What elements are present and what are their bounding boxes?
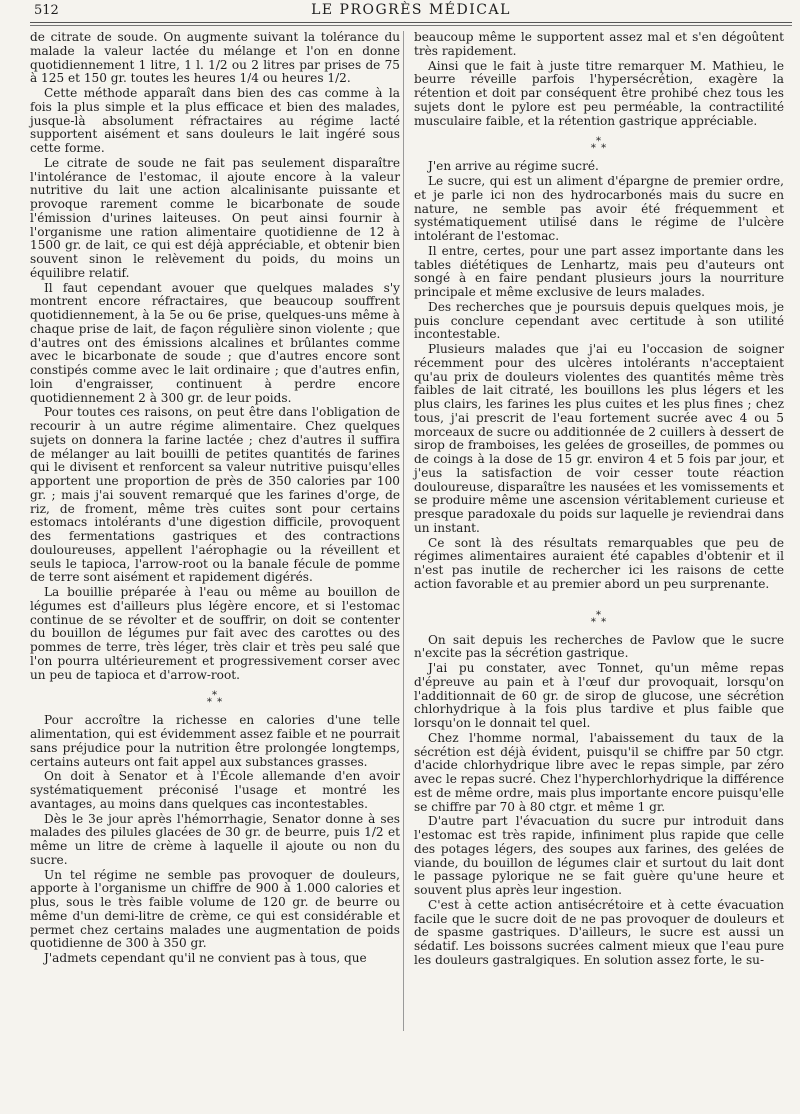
paragraph: Cette méthode apparaît dans bien des cas comme à la fois la plus simple et la plus efficace et bien des malades, jusque-là absolument réfractaires au régime lacté supportent aisément et sans douleurs le lait ingéré sous cette forme.	[30, 86, 400, 155]
paragraph: beaucoup même le supportent assez mal et s'en dégoûtent très rapidement.	[414, 30, 784, 58]
paragraph: Le citrate de soude ne fait pas seulement disparaître l'intolérance de l'estomac, il ajoute encore à la valeur nutritive du lait une action alcalinisante puissante et provoque rarement comme le bicarbonate de soude l'émission d'urines laiteuses. On peut ainsi fournir à l'organisme une ration alimentaire quotidienne de 12 à 1500 gr. de lait, ce qui est déjà appréciable, et obtenir bien souvent sinon le relèvement du poids, du moins un équilibre relatif.	[30, 155, 400, 280]
paragraph: Chez l'homme normal, l'abaissement du taux de la sécrétion est déjà évident, puisqu'il se chiffre par 50 ctgr. d'acide chlorhydrique libre avec le repas simple, par zéro avec le repas sucré. Chez l'hyperchlorhydrique la différence est de même ordre, mais plus importante encore puisqu'elle se chiffre par 70 à 80 ctgr. et même 1 gr.	[414, 730, 784, 814]
paragraph: J'admets cependant qu'il ne convient pas à tous, que	[44, 951, 367, 965]
header-rule	[30, 22, 792, 23]
paragraph: Un tel régime ne semble pas provoquer de douleurs, apporte à l'organisme un chiffre de 900 à 1.000 calories et plus, sous le très faible volume de 120 gr. de beurre ou même d'un demi-litre de crème, ce qui est considérable et permet chez certains malades une augmentation de poids quotidienne de 300 à 350 gr.	[30, 867, 400, 951]
paragraph: On doit à Senator et à l'École allemande d'en avoir systématiquement préconisé l'usage et montré les avantages, au moins dans quelques cas incontestables.	[30, 769, 400, 811]
paragraph: Des recherches que je poursuis depuis quelques mois, je puis conclure cependant avec certitude à son utilité incontestable.	[414, 299, 784, 342]
section-separator: * * *	[590, 136, 608, 155]
journal-title: LE PROGRÈS MÉDICAL	[311, 2, 511, 18]
paragraph: Pour toutes ces raisons, on peut être dans l'obligation de recourir à un autre régime alimentaire. Chez quelques sujets on donnera la farine lactée ; chez d'autres il suffira de mélanger au lait bouilli de petites quantités de farines qui le divisent et renforcent sa valeur nutritive puisqu'elles apportent une proportion de près de 350 calories par 100 gr. ; mais j'ai souvent remarqué que les farines d'orge, de riz, de froment, même très cuites sont pour certains estomacs intolérants d'une digestion difficile, provoquent des fermentations gastriques et des contractions douloureuses, appellent l'aérophagie ou la réveillent et seuls le tapioca, l'arrow-root ou la banale fécule de pomme de terre sont aisément et rapidement digérés.	[30, 405, 400, 585]
right-column	[414, 31, 784, 969]
paragraph: J'ai pu constater, avec Tonnet, qu'un même repas d'épreuve au pain et à l'œuf dur provoquait, lorsqu'on l'additionnait de 60 gr. de sirop de glucose, une sécrétion chlorhydrique à la fois plus tardive et plus faible que lorsqu'on le donnait tel quel.	[414, 661, 784, 730]
paragraph: Ainsi que le fait à juste titre remarquer M. Mathieu, le beurre réveille parfois l'hypersécrétion, exagère la rétention et doit par conséquent être prohibé chez tous les sujets dont le pylore est peu perméable, la contractilité musculaire faible, et la rétention gastrique appréciable.	[414, 58, 784, 128]
paragraph: Le sucre, qui est un aliment d'épargne de premier ordre, et je parle ici non des hydrocarbonés mais du sucre en nature, ne semble pas avoir été fréquemment et systématiquement utilisé dans le régime de l'ulcère intolérant de l'estomac.	[414, 174, 784, 243]
column-divider	[403, 31, 404, 1031]
section-heading: J'en arrive au régime sucré.	[428, 159, 599, 174]
paragraph: La bouillie préparée à l'eau ou même au bouillon de légumes est d'ailleurs plus légère encore, et si l'estomac continue de se révolter et de souffrir, on doit se contenter du bouillon de légumes pur fait avec des carottes ou des pommes de terre, très léger, très clair et très peu salé que l'on pourra ultérieurement et progressivement corser avec un peu de tapioca et d'arrow-root.	[30, 585, 400, 682]
header-rule-secondary	[30, 25, 792, 26]
paragraph: Pour accroître la richesse en calories d'une telle alimentation, qui est évidemment assez faible et ne pourrait sans préjudice pour la nutrition être prolongée longtemps, certains auteurs ont fait appel aux substances grasses.	[30, 713, 400, 769]
paragraph: Il faut cependant avouer que quelques malades s'y montrent encore réfractaires, que beaucoup souffrent quotidiennement, à la 5e ou 6e prise, quelques-uns même à chaque prise de lait, de façon régulière sinon violente ; que d'autres ont des émissions alcalines et brûlantes comme avec le bicarbonate de soude ; que d'autres encore sont constipés comme avec le lait ordinaire ; que d'autres enfin, loin d'engraisser, continuent à perdre encore quotidiennement 2 à 300 gr. de leur poids.	[30, 280, 400, 405]
paragraph: de citrate de soude. On augmente suivant la tolérance du malade la valeur lactée du mélange et l'on en donne quotidiennement 1 litre, 1 l. 1/2 ou 2 litres par prises de 75 à 125 et 150 gr. toutes les heures 1/4 ou heures 1/2.	[30, 30, 400, 86]
paragraph: Plusieurs malades que j'ai eu l'occasion de soigner récemment pour des ulcères intolérants n'acceptaient qu'au prix de douleurs violentes des quantités même très faibles de lait citraté, les bouillons les plus légers et les plus clairs, les farines les plus cuites et les plus fines ; chez tous, j'ai prescrit de l'eau fortement sucrée avec 4 ou 5 morceaux de sucre ou additionnée de 2 cuillers à dessert de sirop de framboises, les gelées de groseilles, de pommes ou de coings à la dose de 15 gr. environ 4 et 5 fois par jour, et j'eus la satisfaction de voir cesser toute réaction douloureuse, disparaître les nausées et les vomissements et se produire même une ascension véritablement curieuse et presque paradoxale du poids sur laquelle je reviendrai dans un instant.	[414, 342, 784, 535]
section-separator: * * *	[590, 609, 608, 628]
section-separator: * * *	[206, 690, 224, 709]
paragraph: D'autre part l'évacuation du sucre pur introduit dans l'estomac est très rapide, infiniment plus rapide que celle des potages légers, des soupes aux farines, des gelées de viande, du bouillon de légumes clair et surtout du lait dont le passage pylorique ne se fait guère qu'une heure et souvent plus après leur ingestion.	[414, 814, 784, 897]
paragraph: Dès le 3e jour après l'hémorrhagie, Senator donne à ses malades des pilules glacées de 30 gr. de beurre, puis 1/2 et même un litre de crème à laquelle il ajoute ou non du sucre.	[30, 811, 400, 867]
paragraph: C'est à cette action antisécrétoire et à cette évacuation facile que le sucre doit de ne pas provoquer de douleurs et de spasme gastriques. D'ailleurs, le sucre est aussi un sédatif. Les boissons sucrées calment mieux que l'eau pure les douleurs gastralgiques. En solution assez forte, le su-	[414, 897, 784, 967]
paragraph: Il entre, certes, pour une part assez importante dans les tables diététiques de Lenhartz, mais peu d'auteurs ont songé à en faire pendant plusieurs jours la nourriture principale et même exclusive de leurs malades.	[414, 243, 784, 299]
left-column	[30, 31, 400, 967]
paragraph: On sait depuis les recherches de Pavlow que le sucre n'excite pas la sécrétion gastrique.	[414, 632, 784, 661]
page-number: 512	[34, 3, 59, 18]
paragraph: Ce sont là des résultats remarquables que peu de régimes alimentaires auraient été capables d'obtenir et il n'est pas inutile de rechercher ici les raisons de cette action favorable et au premier abord un peu surprenante.	[414, 535, 784, 591]
